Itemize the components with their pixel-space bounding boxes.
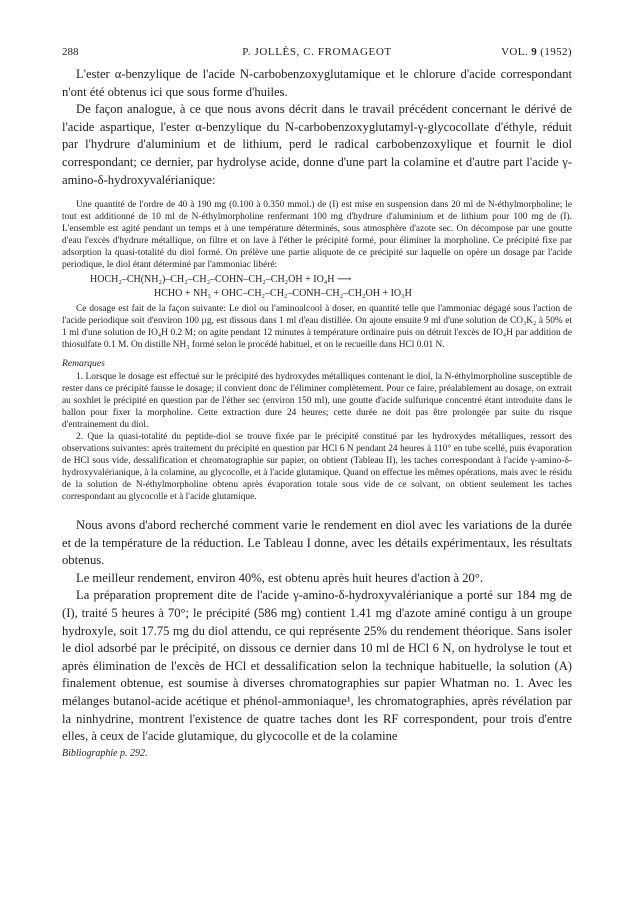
volume-number: 9: [531, 46, 538, 58]
remarks-heading: Remarques: [62, 357, 105, 369]
volume-prefix: VOL.: [501, 46, 529, 58]
equation-line-2: HCHO + NH₃ + OHC–CH₂–CH₂–CONH–CH₂–CH₂OH + IO₃H: [154, 287, 412, 299]
method-paragraph: Une quantité de l'ordre de 40 à 190 mg (0.100 à 0.350 mmol.) de (I) est mise en suspension dans 20 ml de N-éthylmorpholine; le tout est additionné de 10 ml de N-éthylmorpholine renfermant 100 mg d'hydrure d'aluminium et de lithium pour 100 mg de (I). L'ensemble est agité pendant un temps et à une température déterminés, sous atmosphère d'azote sec. On décompose par une goutte d'eau l'excès d'hydrure métallique, on filtre et on lave à l'éther le précipité formé, pour éliminer la morpholine. Ce précipité fixe par adsorption la quasi-totalité du diol formé. On prélève une partie aliquote de ce précipité sur laquelle on opère un dosage par l'acide periodique, le diol étant déterminé par l'ammoniac libéré:: [62, 200, 572, 271]
method-section: [62, 199, 572, 271]
results-paragraph: Le meilleur rendement, environ 40%, est obtenu après huit heures d'action à 20°.: [76, 570, 484, 585]
intro-paragraph: De façon analogue, à ce que nous avons décrit dans le travail précédent concernant le dérivé de l'acide aspartique, l'ester α-benzylique du N-carbobenzoxyglutamyl-γ-glycocollate d'éthyle, réduit par l'hydrure d'aluminium et de lithium, perd le radical carbobenzoxylique et fournit le diol correspondant; ce dernier, par hydrolyse acide, donne d'une part la colamine et d'autre part l'acide γ-amino-δ-hydroxyvalérianique:: [62, 102, 572, 187]
intro-text: [62, 66, 572, 189]
remark-item: 1. Lorsque le dosage est effectué sur le précipité des hydroxydes métalliques contenant le diol, la N-éthylmorpholine susceptible de rester dans ce précipité fausse le dosage; il convient donc de l'éliminer complètement. Pour ce faire, préalablement au dosage, on extrait au soxhlet le précipité en question par de l'éther sec (environ 150 ml), une goutte d'acide sulfurique concentré étant introduite dans le ballon pour fixer la morpholine. Cette extraction dure 24 heures; cette durée ne doit pas être prolongée par suite du risque d'entrainement du diol.: [62, 371, 572, 430]
intro-paragraph: L'ester α-benzylique de l'acide N-carbobenzoxyglutamique et le chlorure d'acide correspondant n'ont été obtenus ici que sous forme d'huiles.: [62, 67, 573, 99]
page: [62, 46, 572, 759]
volume-year: (1952): [540, 46, 572, 58]
page-number: 288: [62, 46, 79, 58]
running-authors: P. JOLLÈS, C. FROMAGEOT: [242, 46, 392, 58]
reaction-equation: [90, 273, 572, 300]
results-paragraph: Nous avons d'abord recherché comment varie le rendement en diol avec les variations de la durée et de la température de la réduction. Le Tableau I donne, avec les détails expérimentaux, les résultats obtenus.: [62, 517, 572, 568]
dosage-paragraph: Ce dosage est fait de la façon suivante: Le diol ou l'aminoalcool à doser, en quantité telle que l'ammoniac dégagé sous l'action de l'acide periodique soit d'environ 100 µg, est dissous dans 1 ml d'eau distillée. On ajoute ensuite 9 ml d'une solution de CO₃K₂ à 50% et 1 ml d'une solution de IO₄H 0.2 M; on agite pendant 12 minutes à température ordinaire puis on détruit l'excès de IO₄H par addition de thiosulfate 0.1 M. On distille NH₃ formé selon le procédé habituel, et on le recueille dans HCl 0.01 N.: [62, 303, 572, 350]
dosage-section: [62, 303, 572, 351]
results-text: [62, 517, 572, 746]
volume-info: [501, 46, 572, 58]
remark-item: 2. Que la quasi-totalité du peptide-diol se trouve fixée par le précipité constitué par les hydroxydes métalliques, ressort des observations suivantes: après traitement du précipité en question par HCl 6 N pendant 24 heures à 110° en tube scellé, puis évaporation de HCl sous vide, dessalification et chromatographie sur papier, on obtient (Tableau II), les taches correspondant à l'acide γ-amino-δ-hydroxyvalérianique, à la colamine, au glycocolle, et à l'acide glutamique. Quand on effectue les mêmes opérations, mais avec le résidu de la solution de N-éthylmorpholine obtenu après évaporation totale sous vide de ce solvant, on obtient seulement les taches correspondant au glycocolle et à l'acide glutamique.: [62, 431, 572, 502]
running-header: [62, 46, 572, 66]
bibliography-note: Bibliographie p. 292.: [62, 747, 148, 759]
equation-line-1: HOCH₂–CH(NH₂)–CH₂–CH₂–COHN–CH₂–CH₂OH + IO₄H ⟶: [90, 274, 352, 286]
results-paragraph: La préparation proprement dite de l'acide γ-amino-δ-hydroxyvalérianique a porté sur 184 mg de (I), traité 5 heures à 70°; le précipité (586 mg) contient 1.41 mg d'azote aminé contigu à un groupe hydroxyle, soit 17.75 mg du diol attendu, ce qui représente 25% du rendement théorique. Sans isoler le diol adsorbé par le précipité, on dissous ce dernier dans 10 ml de HCl 6 N, on hydrolyse le tout et après élimination de l'excès de HCl et dessalification selon la technique habituelle, la solution (A) finalement obtenue, est soumise à diverses chromatographies sur papier Whatman no. 1. Avec les mélanges butanol-acide acétique et phénol-ammoniaque¹, les chromatographies, après révélation par la ninhydrine, montrent l'existence de quatre taches dont les RF correspondent, pour trois d'entre elles, à ceux de l'acide glutamique, du glycocolle et de la colamine: [62, 588, 572, 744]
remarks-list: [62, 371, 572, 503]
